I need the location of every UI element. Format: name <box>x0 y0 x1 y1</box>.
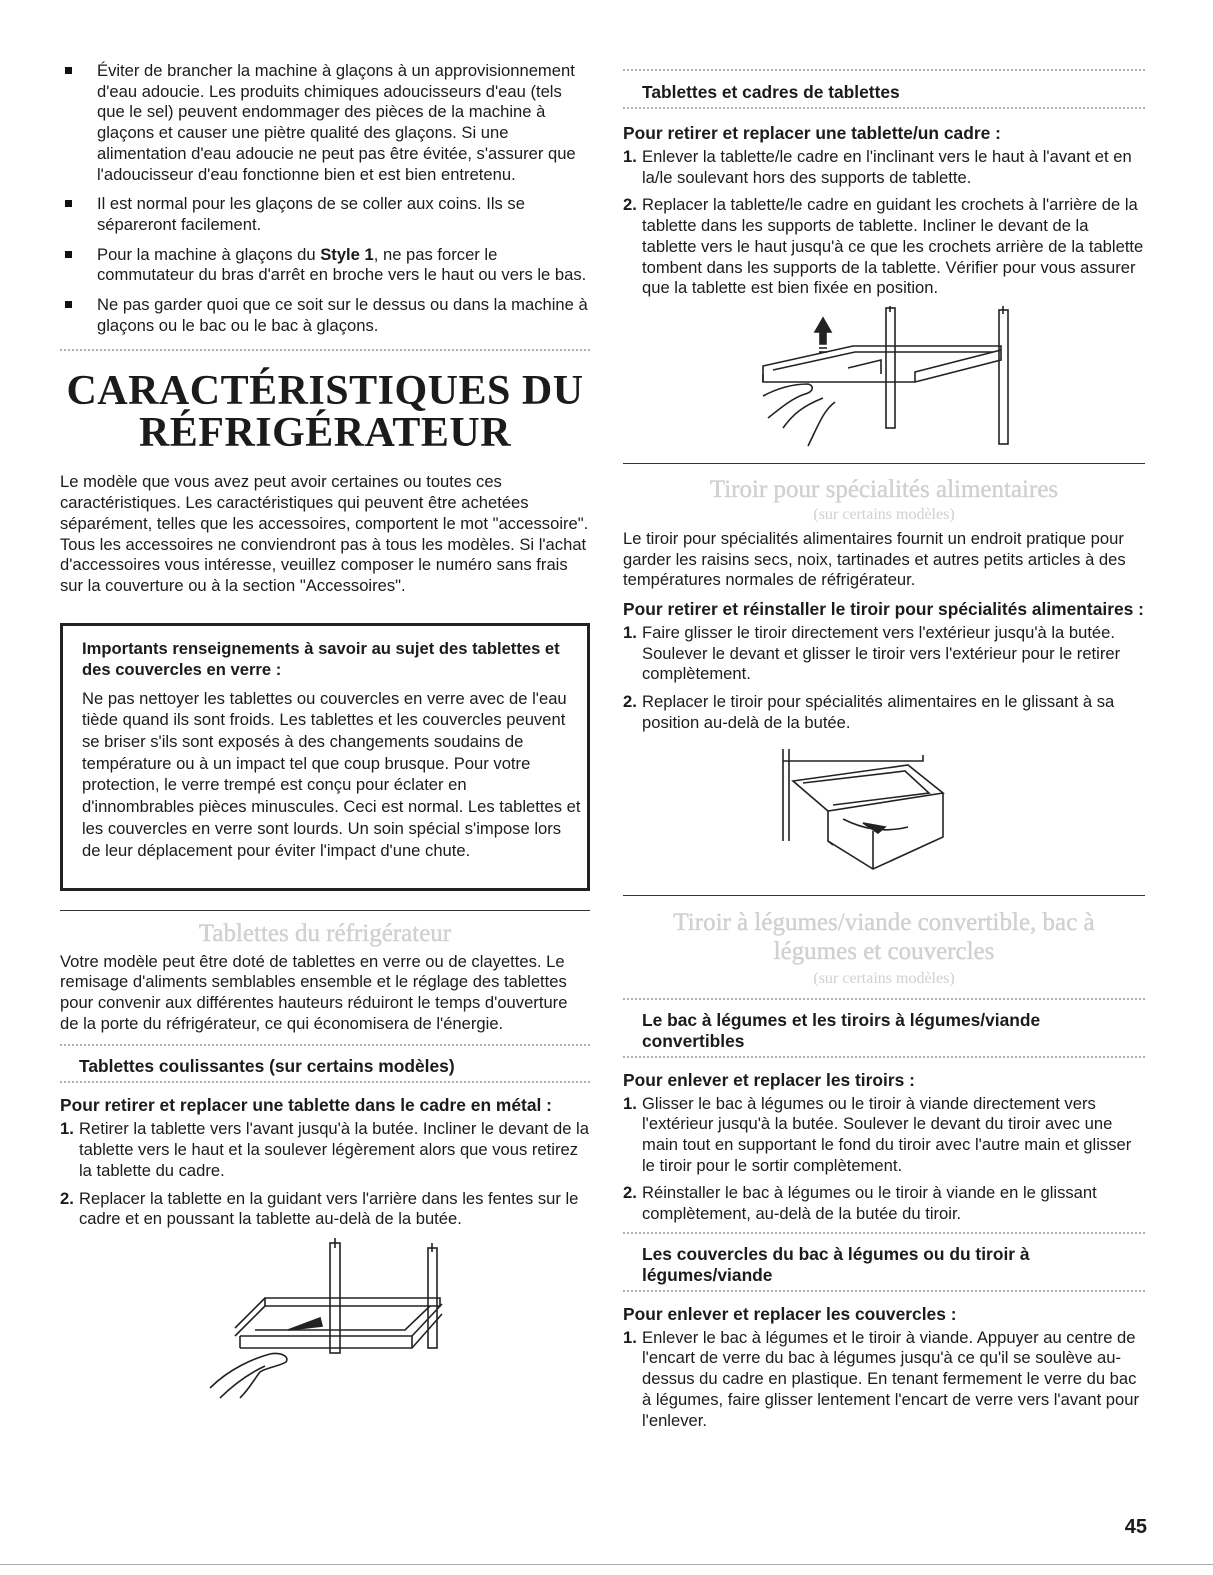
section-subtitle: (sur certains modèles) <box>813 505 955 523</box>
section-divider <box>623 463 1145 464</box>
shelves-frames-heading: Tablettes et cadres de tablettes <box>642 82 900 102</box>
bullet-text: Ne pas garder quoi que ce soit sur le dessus ou dans la machine à glaçons ou le bac ou le bac à glaçons. <box>97 295 588 335</box>
remove-shelf-steps <box>623 147 1145 299</box>
step-item <box>60 1119 590 1181</box>
drawer-intro: Le tiroir pour spécialités alimentaires fournit un endroit pratique pour garder les raisins secs, noix, tartinades et autres petits articles à des températures normales de réfrigérateur. <box>623 528 1126 590</box>
step-number: 1. <box>623 623 637 643</box>
step-text: Retirer la tablette vers l'avant jusqu'à la butée. Incliner le devant de la tablette vers le haut et la soulever légèrement alors que vous retirez la tablette du cadre. <box>79 1119 589 1180</box>
drawer-remove-heading: Pour retirer et réinstaller le tiroir pour spécialités alimentaires : <box>623 599 1144 620</box>
step-item <box>623 1328 1145 1432</box>
section-title-crisper-line-2: légumes et couvercles <box>773 937 995 965</box>
step-item <box>623 147 1145 188</box>
crisper-heading: Le bac à légumes et les tiroirs à légumes/viande convertibles <box>642 1009 1041 1051</box>
specialty-drawer-illustration <box>623 741 1145 875</box>
step-number: 2. <box>623 195 637 215</box>
remove-shelf-heading: Pour retirer et replacer une tablette/un cadre : <box>623 123 1001 143</box>
dotted-divider <box>60 349 590 354</box>
drawers-steps <box>623 1094 1145 1225</box>
remove-metal-heading: Pour retirer et replacer une tablette dans le cadre en métal : <box>60 1095 552 1116</box>
step-text: Replacer le tiroir pour spécialités alimentaires en le glissant à sa position au-delà de la butée. <box>642 692 1115 732</box>
main-title <box>60 368 590 457</box>
warning-box <box>60 623 590 891</box>
sliding-shelf-drawing <box>60 1238 590 1403</box>
sliding-shelf-illustration <box>60 1238 590 1403</box>
step-text: Faire glisser le tiroir directement vers l'extérieur jusqu'à la butée. Soulever le devant et glisser le tiroir vers l'extérieur pour le retirer complètement. <box>642 623 1121 684</box>
intro-paragraph: Le modèle que vous avez peut avoir certaines ou toutes ces caractéristiques. Les caractéristiques qui peuvent être achetées séparément, telles que les accessoires, comportent le mot "accessoire". Tous les accessoires ne conviendront pas à tous les modèles. Si l'achat d'accessoires vous intéresse, veuillez composer le numéro sans frais sur la couverture ou à la section "Accessoires". <box>60 472 589 595</box>
dotted-divider <box>623 69 1145 74</box>
bullet-text: Pour la machine à glaçons du <box>97 244 321 264</box>
dotted-divider <box>623 1232 1145 1237</box>
bullet-item <box>60 245 590 286</box>
section-divider <box>60 910 590 911</box>
drawer-steps <box>623 623 1145 734</box>
icemaker-bullets <box>60 61 590 336</box>
covers-heading: Les couvercles du bac à légumes ou du tiroir à légumes/viande <box>642 1243 1030 1285</box>
remove-metal-steps <box>60 1119 590 1230</box>
shelf-frame-drawing <box>623 306 1145 448</box>
step-number: 2. <box>623 692 637 712</box>
covers-remove-heading: Pour enlever et replacer les couvercles : <box>623 1303 957 1324</box>
step-number: 2. <box>623 1183 637 1203</box>
dotted-divider <box>60 1044 590 1049</box>
bullet-item <box>60 295 590 336</box>
step-text: Enlever la tablette/le cadre en l'inclinant vers le haut à l'avant et en la/le soulevant hors des supports de tablette. <box>642 147 1132 187</box>
bullet-item <box>60 61 590 185</box>
step-item <box>60 1189 590 1230</box>
section-title-crisper-line-1: Tiroir à légumes/viande convertible, bac à <box>673 908 1095 936</box>
step-item <box>623 692 1145 733</box>
dotted-divider <box>60 1081 590 1086</box>
bullet-text: Il est normal pour les glaçons de se coller aux coins. Ils se sépareront facilement. <box>97 194 525 234</box>
step-number: 2. <box>60 1188 74 1208</box>
dotted-divider <box>623 107 1145 112</box>
step-number: 1. <box>623 147 637 166</box>
section-subtitle: (sur certains modèles) <box>813 969 955 987</box>
section-divider <box>623 895 1145 896</box>
main-title-line-1: CARACTÉRISTIQUES DU <box>66 368 584 415</box>
right-column <box>623 0 1145 1438</box>
step-number: 1. <box>623 1327 637 1347</box>
step-item <box>623 1183 1145 1224</box>
step-item <box>623 195 1145 299</box>
bullet-item <box>60 194 590 235</box>
step-text: Replacer la tablette en la guidant vers l'arrière dans les fentes sur le cadre et en poussant la tablette au-delà de la butée. <box>79 1188 579 1229</box>
shelves-intro: Votre modèle peut être doté de tablettes en verre ou de clayettes. Le remisage d'aliments semblables ensemble et le réglage des tablettes pour convenir aux différentes hauteurs réduiront le temps d'ouverture de la porte du réfrigérateur, ce qui économisera de l'énergie. <box>60 951 568 1033</box>
section-title-shelves: Tablettes du réfrigérateur <box>198 919 452 947</box>
drawers-remove-heading: Pour enlever et replacer les tiroirs : <box>623 1069 915 1090</box>
warning-heading: Importants renseignements à savoir au sujet des tablettes et des couvercles en verre : <box>82 638 560 679</box>
step-item <box>623 1094 1145 1177</box>
step-number: 1. <box>60 1119 74 1139</box>
step-text: Réinstaller le bac à légumes ou le tiroir à viande en le glissant complètement, au-delà de la butée du tiroir. <box>642 1183 1097 1224</box>
section-title-specialty-drawer: Tiroir pour spécialités alimentaires <box>709 475 1059 503</box>
bullet-text: Éviter de brancher la machine à glaçons à un approvisionnement d'eau adoucie. Les produits chimiques adoucisseurs d'eau (tels que le sel) peuvent endommager des pièces de la machine à glaçons et causer une piètre qualité des glaçons. Si une alimentation d'eau adoucie ne peut pas être évitée, s'assurer que l'adoucisseur d'eau fonctionne bien et est bien entretenu. <box>97 61 576 184</box>
page-bottom-rule <box>0 1564 1213 1565</box>
sliding-shelves-heading: Tablettes coulissantes (sur certains modèles) <box>79 1056 455 1077</box>
step-item <box>623 623 1145 685</box>
step-number: 1. <box>623 1093 637 1113</box>
warning-body: Ne pas nettoyer les tablettes ou couvercles en verre avec de l'eau tiède quand ils sont froids. Les tablettes et les couvercles peuvent se briser s'ils sont exposés à des changements soudains de température ou à un impact tel que coup brusque. Pour votre protection, le verre trempé est conçu pour éclater en d'innombrables pièces minuscules. Ceci est normal. Les tablettes et les couvercles en verre sont lourds. Un soin spécial s'impose lors de leur déplacement pour éviter l'impact d'une chute. <box>82 688 581 860</box>
dotted-divider <box>623 998 1145 1003</box>
step-text: Glisser le bac à légumes ou le tiroir à viande directement vers l'extérieur jusqu'à la butée. Soulever le devant du tiroir avec une main tout en supportant le fond du tiroir avec l'autre main et glisser le tiroir pour le sortir complètement. <box>642 1093 1132 1175</box>
left-column <box>60 0 590 1403</box>
shelf-frame-illustration <box>623 306 1145 448</box>
covers-steps <box>623 1328 1145 1432</box>
style-label: Style 1 <box>320 244 374 264</box>
step-text: Enlever le bac à légumes et le tiroir à viande. Appuyer au centre de l'encart de verre du bac à légumes jusqu'à ce qu'il se soulève au-dessus du cadre en plastique. En tenant fermement le verre du bac à légumes, faire glisser lentement l'encart de verre vers l'avant pour l'enlever. <box>642 1327 1140 1430</box>
step-text: Replacer la tablette/le cadre en guidant les crochets à l'arrière de la tablette dans les supports de tablette. Incliner le devant de la tablette vers le haut jusqu'à ce que les crochets arrière de la tablette tombent dans les supports de la tablette. Vérifier pour vous assurer que la tablette est bien fixée en position. <box>642 195 1144 298</box>
dotted-divider <box>623 1290 1145 1295</box>
specialty-drawer-drawing <box>623 741 1145 875</box>
main-title-line-2: RÉFRIGÉRATEUR <box>138 410 512 457</box>
bullet-text: , ne pas forcer le commutateur du bras d'arrêt en broche vers le haut ou vers le bas. <box>97 244 587 285</box>
dotted-divider <box>623 1056 1145 1061</box>
page-number: 45 <box>1124 1516 1147 1538</box>
